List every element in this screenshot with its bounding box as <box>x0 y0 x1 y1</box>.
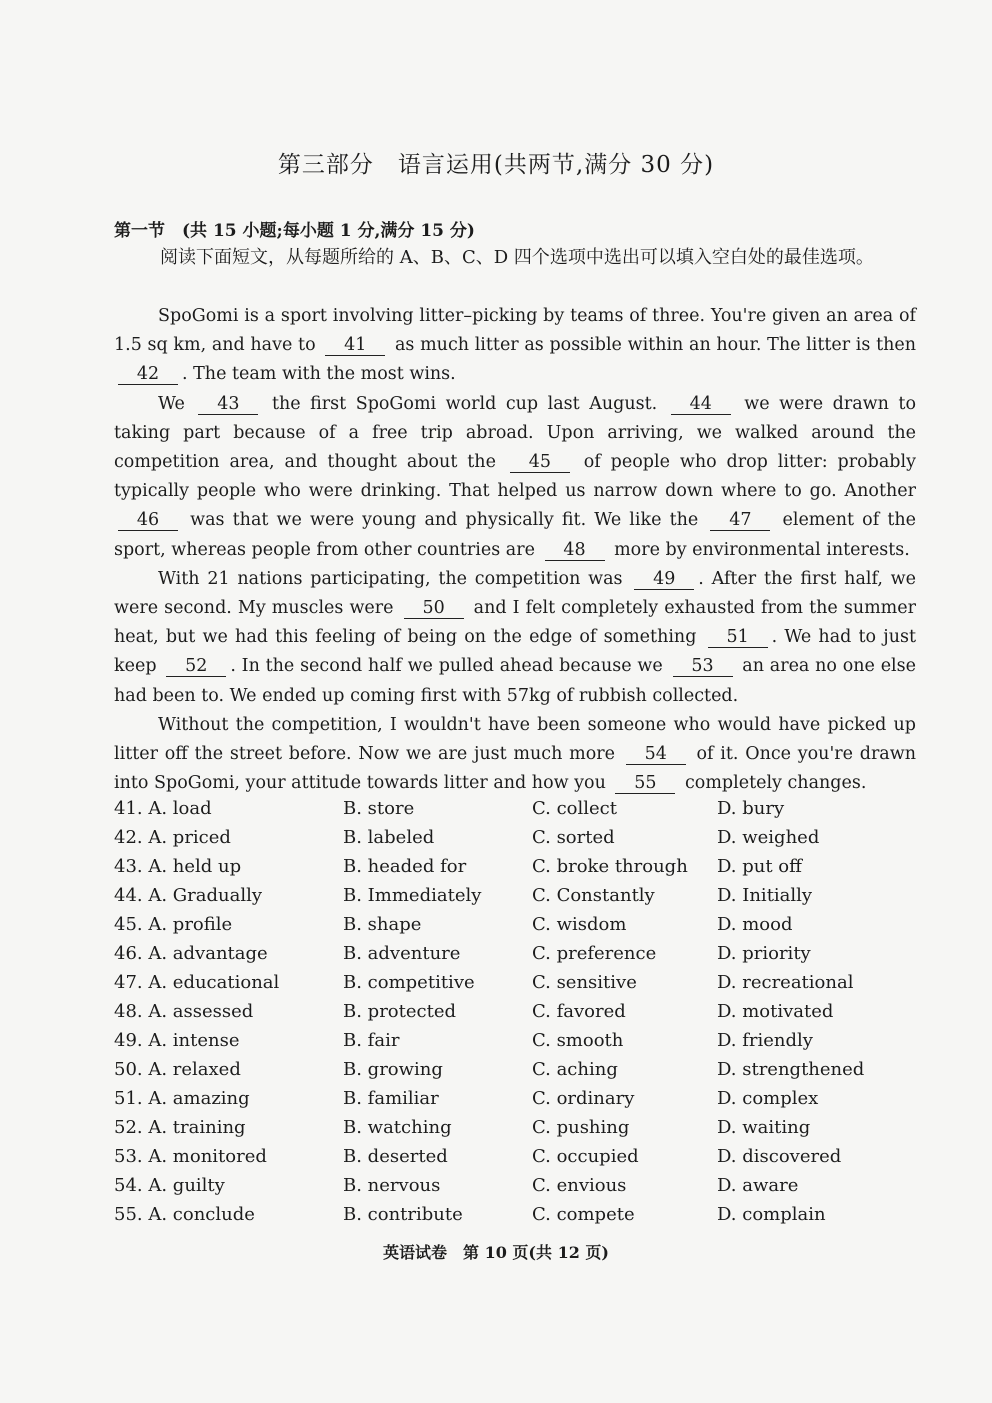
option-choice[interactable]: 52. A. training <box>114 1117 246 1138</box>
passage-paragraph <box>114 711 916 799</box>
option-choice[interactable]: D. mood <box>717 914 793 935</box>
option-choice[interactable]: B. familiar <box>343 1088 439 1109</box>
cloze-passage <box>114 302 916 798</box>
page-footer: 英语试卷 第 10 页(共 12 页) <box>383 1243 609 1262</box>
blank-54[interactable]: 54 <box>626 744 686 765</box>
option-row <box>114 1204 934 1233</box>
option-choice[interactable]: B. headed for <box>343 856 467 877</box>
passage-text: and I felt completely exhausted from the summer heat, but we had this feeling of being on the edge of something <box>114 598 917 648</box>
option-choice[interactable]: D. complex <box>717 1088 819 1109</box>
option-choice[interactable]: C. collect <box>532 798 617 819</box>
option-choice[interactable]: C. pushing <box>532 1117 630 1138</box>
option-choice[interactable]: C. sensitive <box>532 972 637 993</box>
option-choice[interactable]: D. aware <box>717 1175 799 1196</box>
passage-paragraph <box>114 390 916 565</box>
passage-text: we were drawn to taking part because of a free trip abroad. Upon arriving, we walked around the competition area, and thought about the <box>114 393 916 473</box>
option-choice[interactable]: B. nervous <box>343 1175 441 1196</box>
option-choice[interactable]: C. aching <box>532 1059 618 1080</box>
option-choice[interactable]: D. recreational <box>717 972 854 993</box>
option-choice[interactable]: D. friendly <box>717 1030 813 1051</box>
option-choice[interactable]: C. ordinary <box>532 1088 635 1109</box>
part-title: 第三部分 语言运用(共两节,满分 30 分) <box>277 152 715 178</box>
option-choice[interactable]: D. waiting <box>717 1117 811 1138</box>
option-choice[interactable]: 44. A. Gradually <box>114 885 263 906</box>
option-choice[interactable]: D. strengthened <box>717 1059 865 1080</box>
option-choice[interactable]: B. adventure <box>343 943 461 964</box>
option-choice[interactable]: B. store <box>343 798 415 819</box>
passage-paragraph <box>114 302 916 390</box>
passage-text: SpoGomi is a sport involving litter–picking by teams of three. You're given an area of 1.5 sq km, and have to <box>114 306 916 356</box>
blank-41[interactable]: 41 <box>325 335 385 356</box>
passage-text: With 21 nations participating, the competition was <box>158 568 631 589</box>
blank-53[interactable]: 53 <box>673 656 733 677</box>
option-choice[interactable]: C. broke through <box>532 856 688 877</box>
passage-text: . We had to just keep <box>114 627 916 677</box>
option-row <box>114 943 934 972</box>
instructions: 阅读下面短文，从每题所给的 A、B、C、D 四个选项中选出可以填入空白处的最佳选项。 <box>160 247 874 268</box>
option-choice[interactable]: C. envious <box>532 1175 627 1196</box>
passage-text: . The team with the most wins. <box>182 364 456 385</box>
option-choice[interactable]: 43. A. held up <box>114 856 242 877</box>
blank-48[interactable]: 48 <box>545 540 605 561</box>
option-choice[interactable]: D. priority <box>717 943 811 964</box>
blank-49[interactable]: 49 <box>634 569 694 590</box>
passage-text: . After the first half, we were second. My muscles were <box>114 568 916 619</box>
passage-text: element of the sport, whereas people from other countries are <box>114 510 916 560</box>
passage-text: was that we were young and physically fit. We like the <box>182 510 707 531</box>
passage-text: Without the competition, I wouldn't have been someone who would have picked up litter off the street before. Now we are just much more <box>114 714 916 765</box>
option-choice[interactable]: B. growing <box>343 1059 443 1080</box>
option-choice[interactable]: B. shape <box>343 914 422 935</box>
blank-43[interactable]: 43 <box>198 394 258 415</box>
option-row <box>114 885 934 914</box>
option-choice[interactable]: 45. A. profile <box>114 914 233 935</box>
option-row <box>114 972 934 1001</box>
passage-text: of it. Once you're drawn into SpoGomi, your attitude towards litter and how you <box>114 744 916 794</box>
option-choice[interactable]: D. Initially <box>717 885 813 906</box>
option-choice[interactable]: 51. A. amazing <box>114 1088 250 1109</box>
blank-55[interactable]: 55 <box>615 773 675 794</box>
passage-text: an area no one else had been to. We ended up coming first with 57kg of rubbish collected. <box>114 656 916 706</box>
option-choice[interactable]: C. preference <box>532 943 657 964</box>
option-choice[interactable]: B. labeled <box>343 827 435 848</box>
option-choice[interactable]: 49. A. intense <box>114 1030 240 1051</box>
option-row <box>114 1030 934 1059</box>
option-row <box>114 1088 934 1117</box>
option-choice[interactable]: B. protected <box>343 1001 457 1022</box>
option-choice[interactable]: C. sorted <box>532 827 615 848</box>
option-choice[interactable]: B. watching <box>343 1117 452 1138</box>
passage-text: more by environmental interests. <box>608 539 910 560</box>
blank-47[interactable]: 47 <box>710 510 770 531</box>
option-choice[interactable]: D. discovered <box>717 1146 842 1167</box>
blank-52[interactable]: 52 <box>166 656 226 677</box>
option-row <box>114 798 934 827</box>
option-choice[interactable]: 41. A. load <box>114 798 212 819</box>
option-choice[interactable]: D. weighed <box>717 827 820 848</box>
blank-45[interactable]: 45 <box>510 452 570 473</box>
option-choice[interactable]: 53. A. monitored <box>114 1146 267 1167</box>
blank-51[interactable]: 51 <box>708 627 768 648</box>
option-row <box>114 1117 934 1146</box>
answer-options <box>114 798 934 1233</box>
option-choice[interactable]: 50. A. relaxed <box>114 1059 241 1080</box>
option-choice[interactable]: C. smooth <box>532 1030 624 1051</box>
option-choice[interactable]: C. compete <box>532 1204 635 1225</box>
passage-text: We <box>158 393 195 414</box>
passage-text: completely changes. <box>679 773 867 794</box>
option-choice[interactable]: C. Constantly <box>532 885 655 906</box>
option-choice[interactable]: B. Immediately <box>343 885 482 906</box>
option-choice[interactable]: B. contribute <box>343 1204 463 1225</box>
option-choice[interactable]: B. fair <box>343 1030 400 1051</box>
option-choice[interactable]: 47. A. educational <box>114 972 280 993</box>
option-choice[interactable]: B. competitive <box>343 972 475 993</box>
option-choice[interactable]: 48. A. assessed <box>114 1001 254 1022</box>
option-choice[interactable]: C. favored <box>532 1001 626 1022</box>
option-choice[interactable]: C. occupied <box>532 1146 639 1167</box>
option-row <box>114 1175 934 1204</box>
option-row <box>114 1146 934 1175</box>
option-choice[interactable]: B. deserted <box>343 1146 448 1167</box>
section-title: 第一节 (共 15 小题;每小题 1 分,满分 15 分) <box>114 221 475 241</box>
blank-42[interactable]: 42 <box>118 364 178 385</box>
passage-paragraph <box>114 565 916 711</box>
option-row <box>114 1059 934 1088</box>
option-choice[interactable]: D. motivated <box>717 1001 834 1022</box>
option-choice[interactable]: 54. A. guilty <box>114 1175 225 1196</box>
blank-44[interactable]: 44 <box>671 394 731 415</box>
option-choice[interactable]: C. wisdom <box>532 914 627 935</box>
option-choice[interactable]: 42. A. priced <box>114 827 231 848</box>
option-row <box>114 856 934 885</box>
option-row <box>114 914 934 943</box>
passage-text: . In the second half we pulled ahead because we <box>230 656 669 677</box>
option-choice[interactable]: 55. A. conclude <box>114 1204 255 1225</box>
option-choice[interactable]: D. bury <box>717 798 785 819</box>
option-choice[interactable]: D. complain <box>717 1204 826 1225</box>
passage-text: the first SpoGomi world cup last August. <box>262 393 667 414</box>
option-row <box>114 827 934 856</box>
blank-46[interactable]: 46 <box>118 510 178 531</box>
passage-text: as much litter as possible within an hour. The litter is then <box>389 335 916 356</box>
blank-50[interactable]: 50 <box>404 598 464 619</box>
option-row <box>114 1001 934 1030</box>
option-choice[interactable]: 46. A. advantage <box>114 943 268 964</box>
option-choice[interactable]: D. put off <box>717 856 802 877</box>
passage-text: of people who drop litter: probably typically people who were drinking. That helped us narrow down where to go. Another <box>114 452 916 502</box>
